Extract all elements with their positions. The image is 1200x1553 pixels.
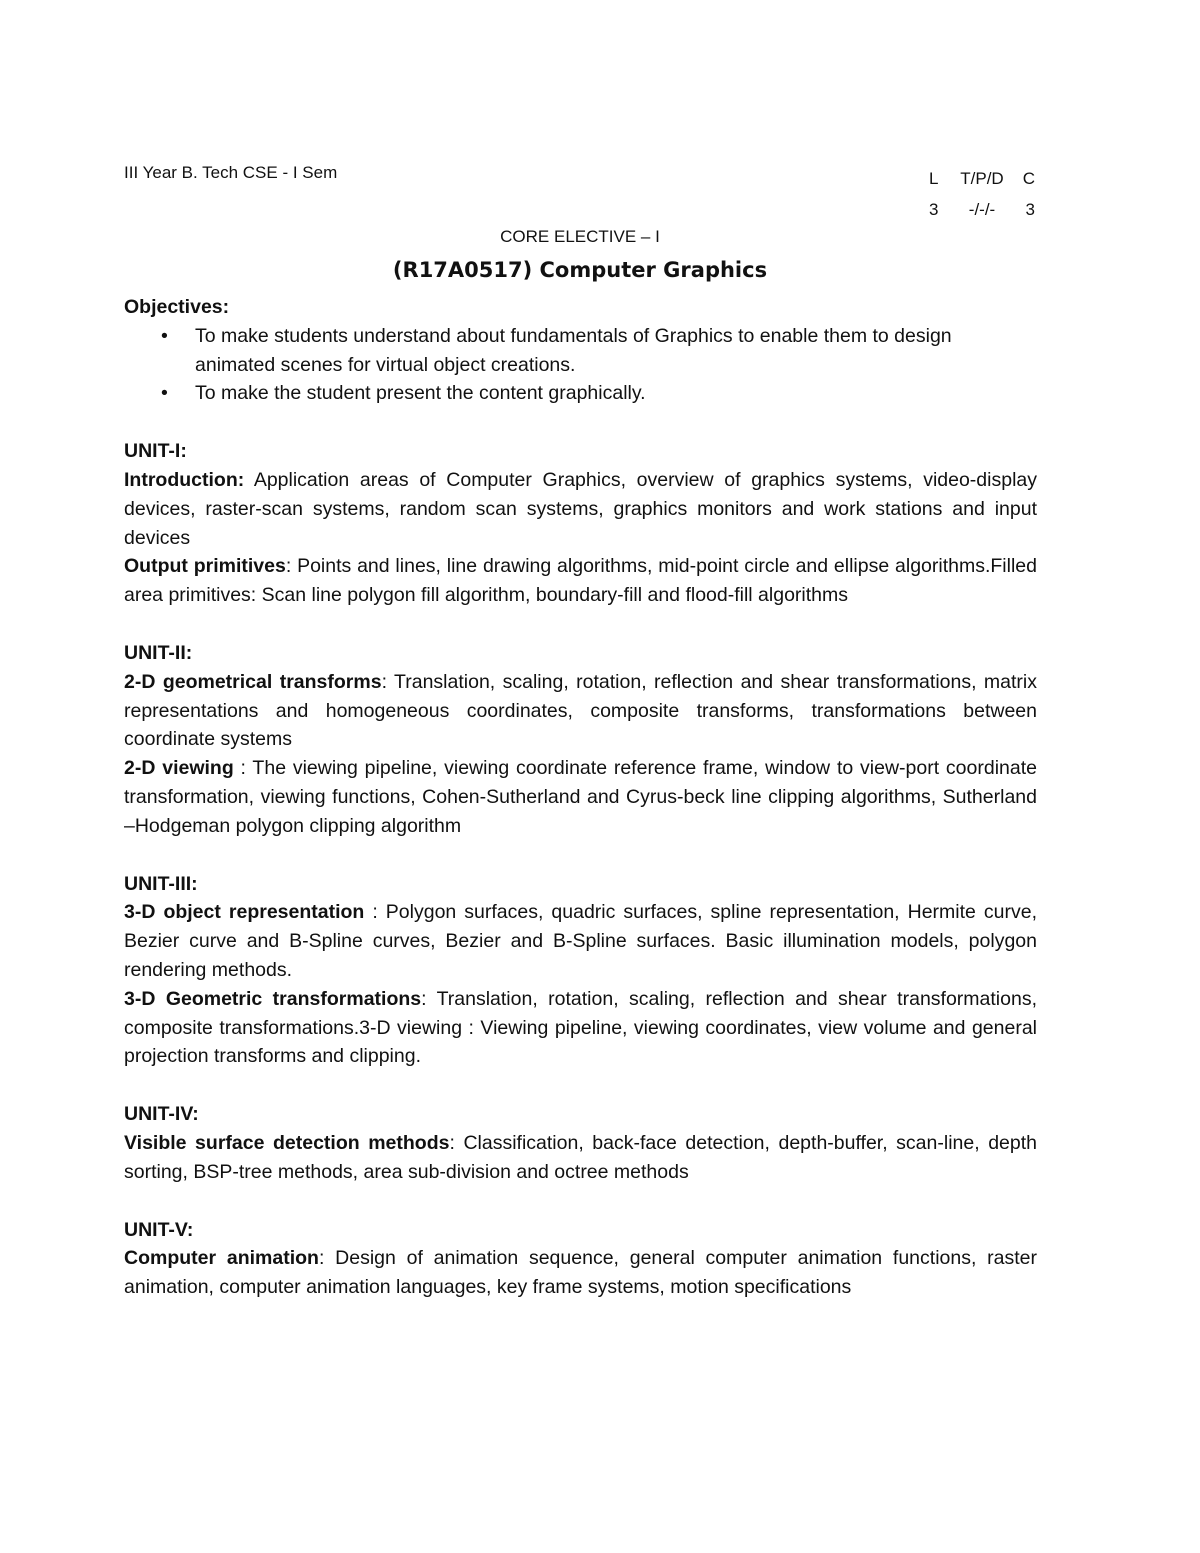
year-semester: III Year B. Tech CSE - I Sem [124, 163, 338, 182]
syllabus-body [124, 293, 1037, 1302]
section-label: Introduction: [124, 468, 245, 491]
section-label: 3-D object representation [124, 901, 365, 924]
credit-table [929, 163, 1035, 225]
section-text: : Translation, rotation, scaling, reflection and shear transformations, composite transformations.3-D viewing : Viewing pipeline, viewing coordinates, view volume and general projection transforms and clipping. [124, 987, 1037, 1068]
objectives-list [124, 322, 1037, 408]
unit-section [124, 898, 1037, 984]
objective-item [124, 379, 1037, 408]
section-text: : Classification, back-face detection, depth-buffer, scan-line, depth sorting, BSP-tree methods, area sub-division and octree methods [124, 1131, 1037, 1183]
unit-heading: UNIT-III: [124, 872, 198, 895]
unit-heading: UNIT-I: [124, 440, 187, 463]
bullet-icon: • [161, 382, 168, 405]
credit-label-c: C [1022, 169, 1035, 188]
unit-section [124, 754, 1037, 840]
section-label: 2-D geometrical transforms [124, 670, 382, 693]
unit-5 [124, 1216, 1037, 1302]
section-text: : Polygon surfaces, quadric surfaces, spline representation, Hermite curve, Bezier curve and B-Spline curves, Bezier and B-Spline surfaces. Basic illumination models, polygon rendering methods. [124, 901, 1037, 981]
unit-section [124, 985, 1037, 1071]
credit-labels-row [929, 163, 1035, 194]
unit-section [124, 552, 1037, 610]
objective-item [124, 322, 1037, 380]
unit-heading: UNIT-II: [124, 641, 193, 664]
unit-3 [124, 870, 1037, 1072]
unit-section [124, 668, 1037, 754]
bullet-icon: • [161, 324, 168, 347]
section-text: : Design of animation sequence, general computer animation functions, raster animation, computer animation languages, key frame systems, motion specifications [124, 1247, 1038, 1299]
unit-section [124, 466, 1037, 552]
unit-section [124, 1129, 1037, 1187]
section-label: 3-D Geometric transformations [124, 987, 422, 1010]
section-text: Application areas of Computer Graphics, overview of graphics systems, video-display devices, raster-scan systems, random scan systems, graphics monitors and work stations and input devices [124, 468, 1037, 549]
credit-value-c: 3 [1025, 200, 1035, 219]
credit-label-l: L [929, 169, 939, 188]
unit-heading: UNIT-IV: [124, 1103, 199, 1126]
section-label: Computer animation [124, 1247, 319, 1270]
elective-label: CORE ELECTIVE – I [500, 227, 660, 246]
section-text: : Points and lines, line drawing algorithms, mid-point circle and ellipse algorithms.Filled area primitives: Scan line polygon fill algorithm, boundary-fill and flood-fill algorithms [124, 555, 1037, 607]
unit-2 [124, 639, 1037, 841]
unit-heading: UNIT-V: [124, 1218, 194, 1241]
objectives-heading: Objectives: [124, 296, 230, 318]
credit-values-row [929, 194, 1035, 225]
section-label: Output primitives [124, 555, 286, 578]
unit-4 [124, 1100, 1037, 1186]
objective-text: To make students understand about fundamentals of Graphics to enable them to design animated scenes for virtual object creations. [195, 324, 952, 376]
section-label: Visible surface detection methods [124, 1131, 450, 1154]
credit-value-l: 3 [929, 200, 939, 219]
course-title: (R17A0517) Computer Graphics [392, 258, 768, 282]
objective-text: To make the student present the content graphically. [195, 382, 646, 405]
unit-1 [124, 437, 1037, 610]
section-text: : The viewing pipeline, viewing coordinate reference frame, window to view-port coordinate transformation, viewing functions, Cohen-Sutherland and Cyrus-beck line clipping algorithms, Sutherland –Hodgeman polygon clipping algorithm [124, 757, 1037, 837]
credit-label-tpd: T/P/D [960, 169, 1004, 188]
section-label: 2-D viewing [124, 757, 234, 780]
credit-value-tpd: -/-/- [968, 200, 996, 219]
section-text: : Translation, scaling, rotation, reflection and shear transformations, matrix representations and homogeneous coordinates, composite transforms, transformations between coordinate systems [124, 670, 1038, 751]
unit-section [124, 1244, 1037, 1302]
